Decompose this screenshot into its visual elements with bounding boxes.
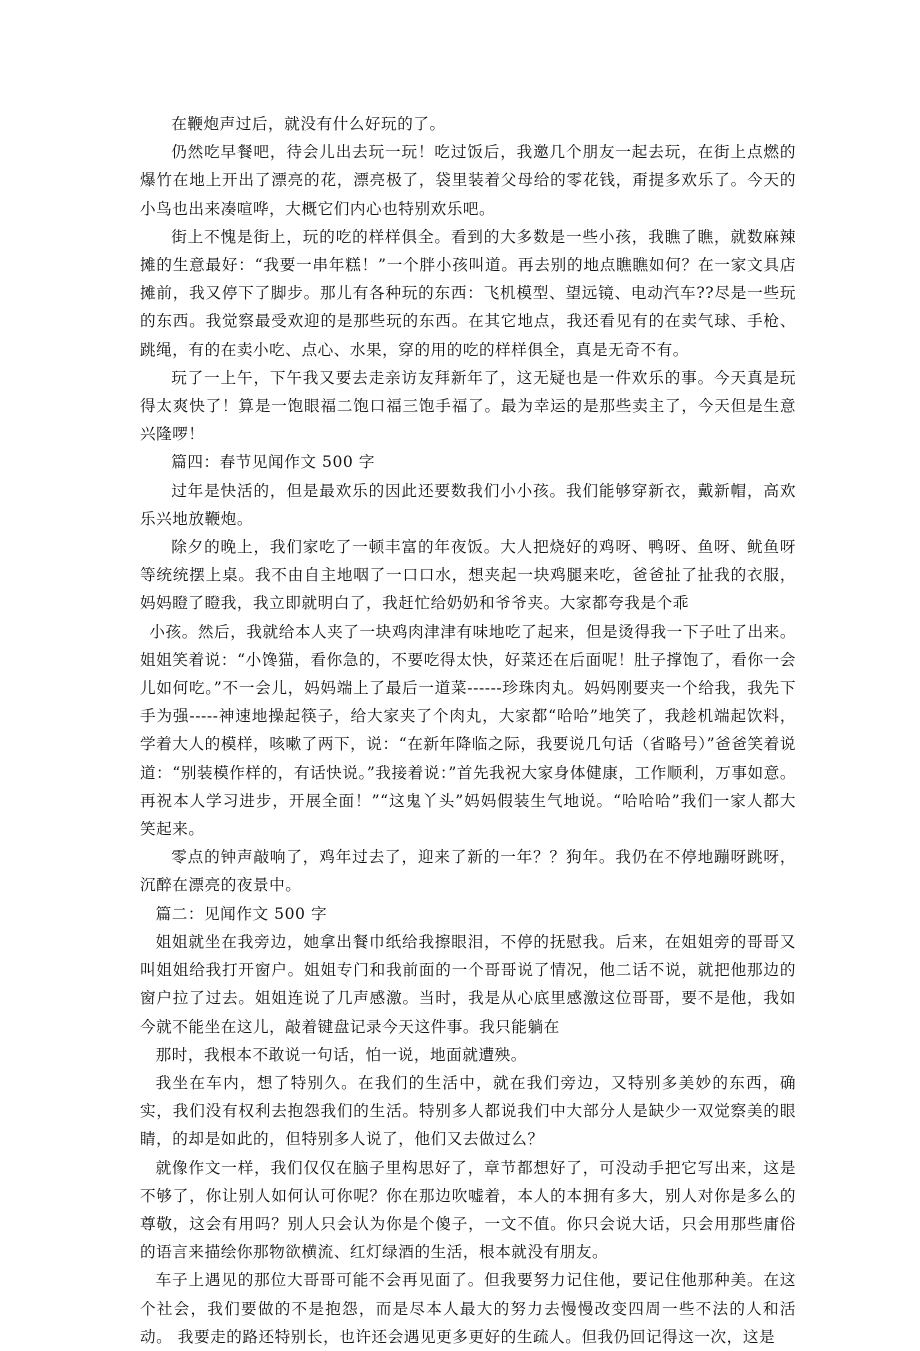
paragraph-9: 姐姐就坐在我旁边，她拿出餐巾纸给我擦眼泪，不停的抚慰我。后来，在姐姐旁的哥哥又叫姐姐给我打开窗户。姐姐专门和我前面的一个哥哥说了情况，他二话不说，就把他那边的窗户拉了过去。姐姐连说了几声感激。当时，我是从心底里感激这位哥哥，要不是他，我如今就不能坐在这儿，敲着键盘记录今天这件事。我只能躺在 — [140, 932, 796, 1036]
paragraph-6: 除夕的晚上，我们家吃了一顿丰富的年夜饭。大人把烧好的鸡呀、鸭呀、鱼呀、鱿鱼呀等统统摆上桌。我不由自主地咽了一口口水，想夹起一块鸡腿来吃，爸爸扯了扯我的衣服，妈妈瞪了瞪我，我立即就明白了，我赶忙给奶奶和爷爷夹。大家都夸我是个乖 — [140, 538, 796, 613]
paragraph-4: 玩了一上午，下午我又要去走亲访友拜新年了，这无疑也是一件欢乐的事。今天真是玩得太爽快了！算是一饱眼福二饱口福三饱手福了。最为幸运的是那些卖主了，今天但是生意兴隆啰！ — [140, 368, 796, 444]
section-heading-2: 篇二：见闻作文 500 字 — [155, 904, 328, 923]
paragraph-5: 过年是快活的，但是最欢乐的因此还要数我们小小孩。我们能够穿新衣，戴新帽，高欢乐兴地放鞭炮。 — [140, 481, 796, 528]
paragraph-1: 在鞭炮声过后，就没有什么好玩的了。 — [171, 115, 446, 133]
paragraph-13: 车子上遇见的那位大哥哥可能不会再见面了。但我要努力记住他，要记住他那种美。在这个社会，我们要做的不是抱怨，而是尽本人最大的努力去慢慢改变四周一些不法的人和活动。 我要走的路还特别长，也许还会遇见更多更好的生疏人。但我仍回记得这一次，这是 — [140, 1271, 796, 1346]
document-body — [140, 110, 796, 1351]
paragraph-10: 那时，我根本不敢说一句话，怕一说，地面就遭殃。 — [155, 1045, 527, 1064]
paragraph-12: 就像作文一样，我们仅仅在脑子里构思好了，章节都想好了，可没动手把它写出来，这是不够了，你让别人如何认可你呢？你在那边吹嘘着，本人的本拥有多大，别人对你是多么的尊敬，这会有用吗？别人只会认为你是个傻子，一文不值。你只会说大话，只会用那些庸俗的语言来描绘你那物欲横流、红灯绿酒的生活，根本就没有朋友。 — [140, 1158, 796, 1262]
paragraph-3: 街上不愧是街上，玩的吃的样样俱全。看到的大多数是一些小孩，我瞧了瞧，就数麻辣摊的生意最好：“我要一串年糕！”一个胖小孩叫道。再去别的地点瞧瞧如何？在一家文具店摊前，我又停下了脚步。那儿有各种玩的东西：飞机模型、望远镜、电动汽车??尽是一些玩的东西。我觉察最受欢迎的是那些玩的东西。在其它地点，我还看见有的在卖气球、手枪、跳绳，有的在卖小吃、点心、水果，穿的用的吃的样样俱全，真是无奇不有。 — [140, 227, 796, 359]
section-heading-4: 篇四：春节见闻作文 500 字 — [171, 453, 376, 472]
paragraph-8: 零点的钟声敲响了，鸡年过去了，迎来了新的一年？？狗年。我仍在不停地蹦呀跳呀，沉醉在漂亮的夜景中。 — [140, 848, 796, 895]
paragraph-2: 仍然吃早餐吧，待会儿出去玩一玩！吃过饭后，我邀几个朋友一起去玩，在街上点燃的爆竹在地上开出了漂亮的花，漂亮极了，袋里装着父母给的零花钱，甭提多欢乐了。今天的小鸟也出来凑喧哗，大概它们内心也特别欢乐吧。 — [140, 143, 796, 218]
paragraph-11: 我坐在车内，想了特别久。在我们的生活中，就在我们旁边，又特别多美妙的东西，确实，我们没有权利去抱怨我们的生活。特别多人都说我们中大部分人是缺少一双觉察美的眼睛，的却是如此的，但特别多人说了，他们又去做过么？ — [140, 1073, 796, 1149]
paragraph-7: 小孩。然后，我就给本人夹了一块鸡肉津津有味地吃了起来，但是烫得我一下子吐了出来。姐姐笑着说：“小馋猫，看你急的，不要吃得太快，好菜还在后面呢！肚子撑饱了，看你一会儿如何吃。”不一会儿，妈妈端上了最后一道菜------珍珠肉丸。妈妈刚要夹一个给我，我先下手为强-----神速地操起筷子，给大家夹了个肉丸，大家都“哈哈”地笑了，我趁机端起饮料，学着大人的模样，咳嗽了两下，说：“在新年降临之际，我要说几句话（省略号）”爸爸笑着说道：“别装模作样的，有话快说。”我接着说：”首先我祝大家身体健康，工作顺利，万事如意。再祝本人学习进步，开展全面！”“这鬼丫头”妈妈假装生气地说。“哈哈哈”我们一家人都大笑起来。 — [140, 622, 796, 839]
